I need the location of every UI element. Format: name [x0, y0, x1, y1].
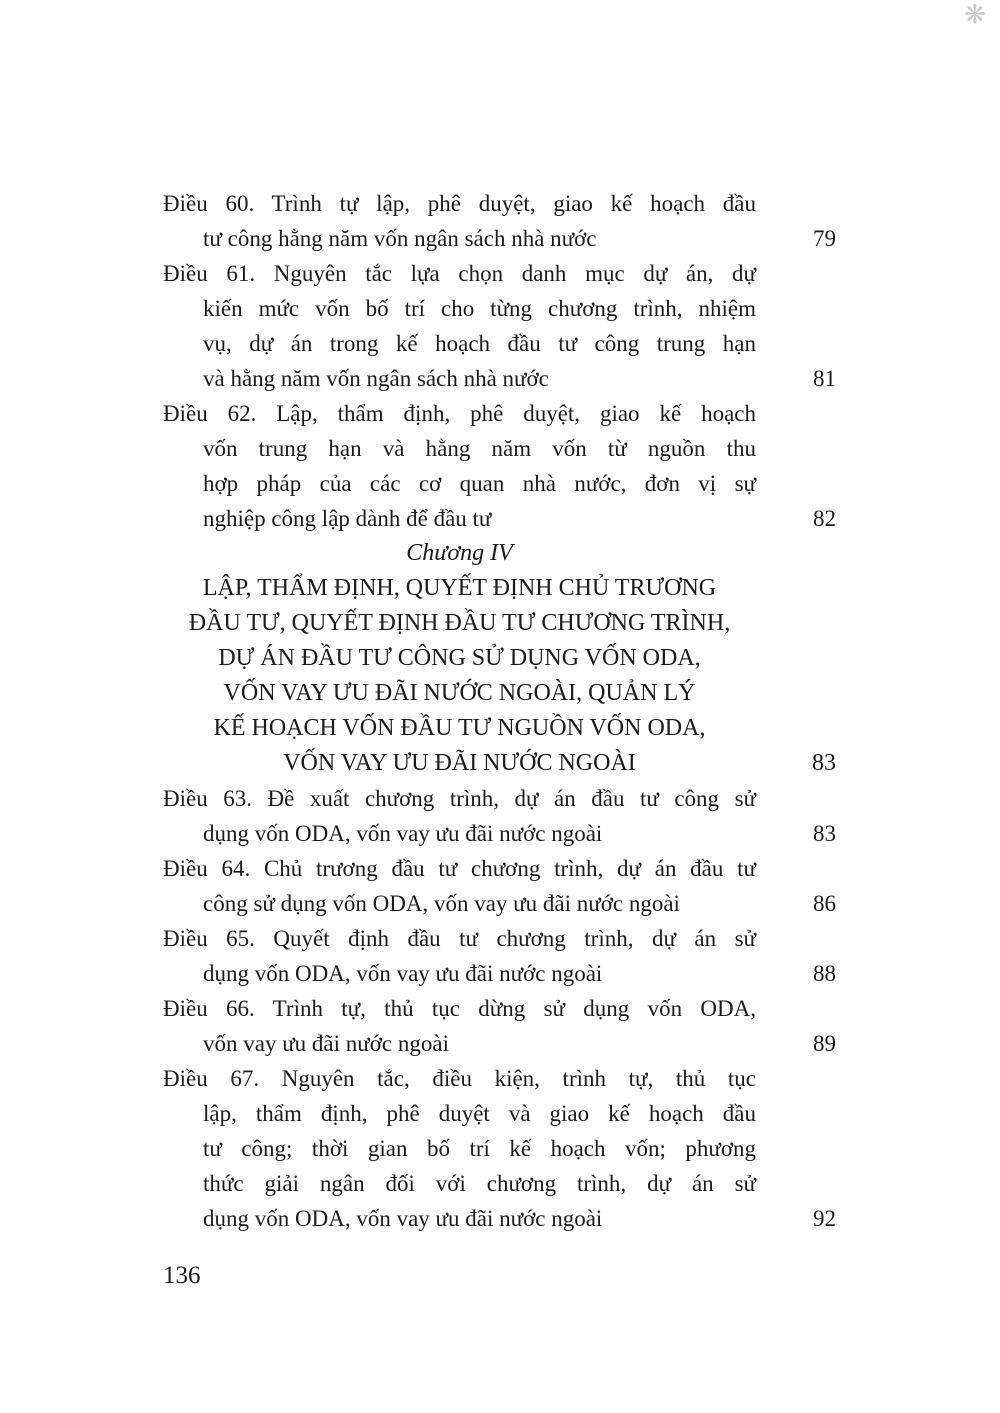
toc-line: Điều 63. Đề xuất chương trình, dự án đầu tư công sử	[163, 786, 756, 811]
toc-line: thức giải ngân đối với chương trình, dự án sử	[203, 1171, 756, 1196]
toc-line: lập, thẩm định, phê duyệt và giao kế hoạch đầu	[203, 1101, 756, 1126]
toc-line: vốn trung hạn và hằng năm vốn từ nguồn thu	[203, 436, 756, 461]
toc-line: tư công; thời gian bố trí kế hoạch vốn; phương	[203, 1136, 756, 1161]
toc-line-text: dụng vốn ODA, vốn vay ưu đãi nước ngoài	[203, 961, 603, 986]
toc-page-ref: 92	[813, 1206, 836, 1231]
toc-line: vụ, dự án trong kế hoạch đầu tư công trung hạn	[203, 331, 756, 356]
toc-line	[163, 816, 836, 851]
toc-line-text: vốn vay ưu đãi nước ngoài	[203, 1031, 449, 1056]
toc-line	[163, 956, 836, 991]
toc-line: Điều 65. Quyết định đầu tư chương trình, dự án sử	[163, 926, 756, 951]
toc-entry-dieu-63	[163, 781, 836, 851]
toc-page-ref: 89	[813, 1031, 836, 1056]
toc-line	[163, 1201, 836, 1236]
toc-entry-dieu-64	[163, 851, 836, 921]
toc-line	[163, 886, 836, 921]
toc-page-ref: 79	[813, 226, 836, 251]
toc-page-ref: 82	[813, 506, 836, 531]
toc-line: Điều 60. Trình tự lập, phê duyệt, giao kế hoạch đầu	[163, 191, 756, 216]
chapter-label: Chương IV	[406, 540, 513, 566]
chapter-title-line: LẬP, THẨM ĐỊNH, QUYẾT ĐỊNH CHỦ TRƯƠNG	[202, 575, 717, 601]
toc-line-text: dụng vốn ODA, vốn vay ưu đãi nước ngoài	[203, 1206, 603, 1231]
table-of-contents	[163, 186, 836, 1236]
toc-line: hợp pháp của các cơ quan nhà nước, đơn vị sự	[203, 471, 756, 496]
chapter-title-line: DỰ ÁN ĐẦU TƯ CÔNG SỬ DỤNG VỐN ODA,	[218, 645, 701, 671]
toc-page-ref: 83	[813, 821, 836, 846]
toc-entry-dieu-60	[163, 186, 836, 256]
toc-line: Điều 62. Lập, thẩm định, phê duyệt, giao kế hoạch	[163, 401, 756, 426]
toc-line-text: nghiệp công lập dành để đầu tư	[203, 506, 492, 531]
chapter-heading	[163, 536, 836, 781]
toc-page-ref: 86	[813, 891, 836, 916]
toc-entry-dieu-65	[163, 921, 836, 991]
toc-page-ref: 83	[812, 750, 836, 776]
chapter-title-line: ĐẦU TƯ, QUYẾT ĐỊNH ĐẦU TƯ CHƯƠNG TRÌNH,	[188, 610, 731, 636]
toc-line	[163, 361, 836, 396]
toc-entry-dieu-62	[163, 396, 836, 536]
toc-page-ref: 81	[813, 366, 836, 391]
chapter-title-line: VỐN VAY ƯU ĐÃI NƯỚC NGOÀI, QUẢN LÝ	[223, 680, 696, 706]
chapter-title-text: VỐN VAY ƯU ĐÃI NƯỚC NGOÀI	[283, 750, 636, 776]
chapter-title-line: KẾ HOẠCH VỐN ĐẦU TƯ NGUỒN VỐN ODA,	[213, 715, 706, 741]
toc-entry-dieu-67	[163, 1061, 836, 1236]
toc-line-text: dụng vốn ODA, vốn vay ưu đãi nước ngoài	[203, 821, 603, 846]
toc-line: Điều 66. Trình tự, thủ tục dừng sử dụng vốn ODA,	[163, 996, 756, 1021]
chapter-title-line	[163, 746, 836, 781]
toc-line: Điều 67. Nguyên tắc, điều kiện, trình tự, thủ tục	[163, 1066, 756, 1091]
toc-line: kiến mức vốn bố trí cho từng chương trình, nhiệm	[203, 296, 756, 321]
snowflake-watermark-icon: ❋	[964, 0, 986, 29]
toc-line	[163, 221, 836, 256]
toc-entry-dieu-61	[163, 256, 836, 396]
folio-page-number: 136	[163, 1262, 201, 1289]
toc-line-text: và hằng năm vốn ngân sách nhà nước	[203, 366, 549, 391]
toc-line-text: tư công hằng năm vốn ngân sách nhà nước	[203, 226, 597, 251]
toc-line: Điều 64. Chủ trương đầu tư chương trình, dự án đầu tư	[163, 856, 756, 881]
toc-line	[163, 501, 836, 536]
toc-line	[163, 1026, 836, 1061]
toc-entry-dieu-66	[163, 991, 836, 1061]
toc-line: Điều 61. Nguyên tắc lựa chọn danh mục dự án, dự	[163, 261, 756, 286]
toc-page-ref: 88	[813, 961, 836, 986]
toc-line-text: công sử dụng vốn ODA, vốn vay ưu đãi nước ngoài	[203, 891, 680, 916]
